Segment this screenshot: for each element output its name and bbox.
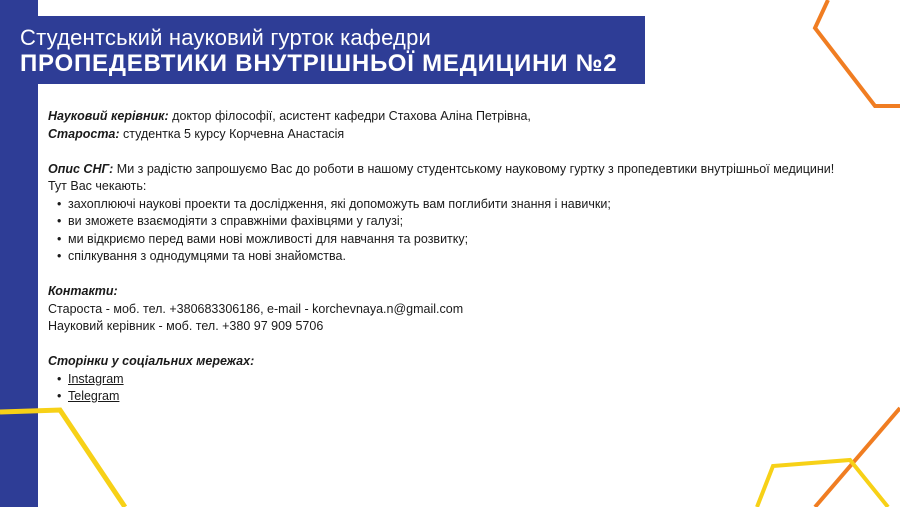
telegram-link[interactable]: Telegram: [68, 389, 120, 403]
instagram-link[interactable]: Instagram: [68, 371, 124, 386]
benefits-list: [48, 196, 848, 266]
list-item: • ви зможете взаємодіяти з справжніми фахівцями у галузі;: [68, 213, 848, 231]
list-item: • спілкування з однодумцями та нові знайомства.: [68, 248, 848, 266]
yellow-line-bottom-left: [0, 410, 125, 507]
page-title: ПРОПЕДЕВТИКИ ВНУТРІШНЬОЇ МЕДИЦИНИ №2: [20, 50, 618, 77]
list-item: [68, 388, 848, 406]
contacts-supervisor-line: Науковий керівник - моб. тел. +380 97 909 5706: [48, 319, 324, 333]
supervisor-label: Науковий керівник:: [48, 109, 169, 123]
title-subtitle: Студентський науковий гурток кафедри: [20, 25, 432, 50]
supervisor-line: [48, 108, 848, 126]
description-intro: Тут Вас чекають:: [48, 179, 147, 193]
description-paragraph: [48, 161, 848, 179]
social-label: Сторінки у соціальних мережах:: [48, 354, 255, 368]
description-text: Ми з радістю запрошуємо Вас до роботи в нашому студентському науковому гуртку з пропедевтики внутрішньої медицини!: [113, 161, 835, 176]
social-links-list: [48, 371, 848, 406]
list-item: • захоплюючі наукові проекти та дослідження, які допоможуть вам поглибити знання і навички;: [68, 196, 848, 214]
list-item: [68, 371, 848, 389]
contacts-label: Контакти:: [48, 284, 118, 298]
head-line: [48, 126, 848, 144]
head-value: студентка 5 курсу Корчевна Анастасія: [119, 126, 345, 141]
supervisor-value: доктор філософії, асистент кафедри Стахова Аліна Петрівна,: [168, 109, 531, 123]
orange-line-bottom-right: [815, 408, 900, 507]
main-content: [48, 108, 848, 406]
head-label: Староста:: [48, 126, 120, 141]
orange-hexagon-top-right: [815, 0, 900, 106]
description-label: Опис СНГ:: [48, 161, 114, 176]
list-item: • ми відкриємо перед вами нові можливості для навчання та розвитку;: [68, 231, 848, 249]
title-banner: [0, 16, 645, 84]
contacts-head-line: Староста - моб. тел. +380683306186, e-mail - korchevnaya.n@gmail.com: [48, 301, 464, 316]
